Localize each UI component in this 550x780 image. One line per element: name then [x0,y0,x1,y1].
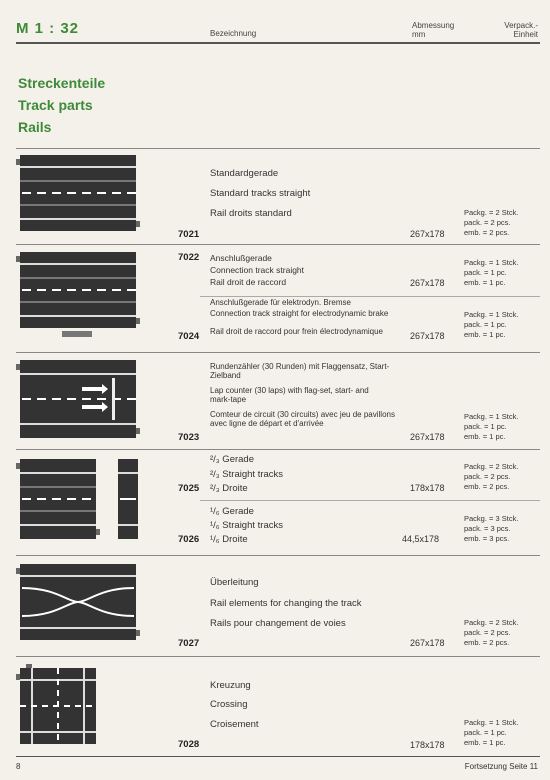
item-7022-line-en: Connection track straight [210,265,305,275]
item-7027-number: 7027 [178,638,200,649]
row-separator [16,656,540,657]
section-title-fr: Rails [18,119,52,135]
footer-rule [16,756,540,757]
item-7028-line-en: Crossing [210,699,248,710]
item-7023-line-fr: Comteur de circuit (30 circuits) avec jeu de pavillons avec ligne de départ et d'arrivée [210,410,395,428]
row-separator [16,148,540,149]
item-7021-line-en: Standard tracks straight [210,188,311,199]
item-7024-number: 7024 [178,331,200,342]
item-7021-line-fr: Rail droits standard [210,208,292,219]
item-7021-pack: Packg. = 2 Stck. pack. = 2 pcs. emb. = 2 pcs. [464,208,519,237]
continued-note: Fortsetzung Seite 11 [464,762,538,771]
track-7028-image [16,664,100,748]
track-7021-image [16,155,140,231]
scale-label: M 1 : 32 [16,20,80,37]
row-separator [16,555,540,556]
item-7025-line-fr: ²/₃ Droite [210,483,248,494]
item-7023-line-en: Lap counter (30 laps) with flag-set, start- and mark-tape [210,386,369,404]
col-header-abmessung: Abmessung mm [412,21,455,39]
item-7028-line-de: Kreuzung [210,680,251,691]
item-7028-line-fr: Croisement [210,719,259,730]
item-7026-number: 7026 [178,534,200,545]
item-7025-dimension: 178x178 [410,483,445,493]
item-7024-pack: Packg. = 1 Stck. pack. = 1 pc. emb. = 1 pc. [464,310,519,339]
item-7024-dimension: 267x178 [410,331,445,341]
item-7027-line-de: Überleitung [210,577,259,588]
item-7023-pack: Packg. = 1 Stck. pack. = 1 pc. emb. = 1 pc. [464,412,519,441]
track-7026-image [114,459,142,539]
item-7028-number: 7028 [178,739,200,750]
item-7023-dimension: 267x178 [410,432,445,442]
item-7022-line-de: Anschlußgerade [210,253,272,263]
header-rule [16,42,540,44]
page-number: 8 [16,762,21,771]
item-7027-pack: Packg. = 2 Stck. pack. = 2 pcs. emb. = 2 pcs. [464,618,519,647]
item-7021-dimension: 267x178 [410,229,445,239]
col-header-verpack: Verpack.- Einheit [504,21,538,39]
item-7025-line-en: ²/₃ Straight tracks [210,469,284,480]
item-7023-line-de: Rundenzähler (30 Runden) mit Flaggensatz, Start-Zielband [210,362,390,380]
row-separator-thin [200,500,540,501]
track-7022-image [16,252,140,342]
item-7022-number: 7022 [178,252,200,263]
row-separator [16,449,540,450]
item-7021-number: 7021 [178,229,200,240]
item-7024-line-en: Connection track straight for electrodynamic brake [210,309,389,318]
item-7027-line-en: Rail elements for changing the track [210,598,362,609]
item-7022-pack: Packg. = 1 Stck. pack. = 1 pc. emb. = 1 pc. [464,258,519,287]
row-separator [16,352,540,353]
section-title-de: Streckenteile [18,75,106,91]
item-7025-number: 7025 [178,483,200,494]
section-title-en: Track parts [18,97,93,113]
item-7025-line-de: ²/₃ Gerade [210,454,254,465]
item-7026-line-fr: ¹/₆ Droite [210,534,248,545]
item-7022-line-fr: Rail droit de raccord [210,277,287,287]
item-7027-dimension: 267x178 [410,638,445,648]
item-7028-pack: Packg. = 1 Stck. pack. = 1 pc. emb. = 1 pc. [464,718,519,747]
track-7023-image [16,360,140,440]
item-7026-line-en: ¹/₆ Straight tracks [210,520,283,531]
item-7022-dimension: 267x178 [410,278,445,288]
col-header-bezeichnung: Bezeichnung [210,29,257,38]
item-7025-pack: Packg. = 2 Stck. pack. = 2 pcs. emb. = 2 pcs. [464,462,519,491]
item-7026-dimension: 44,5x178 [402,534,440,544]
item-7027-line-fr: Rails pour changement de voies [210,618,346,629]
track-7025-image [16,459,100,539]
item-7024-line-fr: Rail droit de raccord pour frein électrodynamique [210,327,383,336]
item-7026-line-de: ¹/₆ Gerade [210,506,254,517]
track-7027-image [16,564,140,640]
row-separator [16,244,540,245]
item-7028-dimension: 178x178 [410,740,445,750]
row-separator-thin [200,296,540,297]
item-7026-pack: Packg. = 3 Stck. pack. = 3 pcs. emb. = 3 pcs. [464,514,519,543]
item-7024-line-de: Anschlußgerade für elektrodyn. Bremse [210,298,351,307]
item-7021-line-de: Standardgerade [210,168,279,179]
item-7023-number: 7023 [178,432,200,443]
